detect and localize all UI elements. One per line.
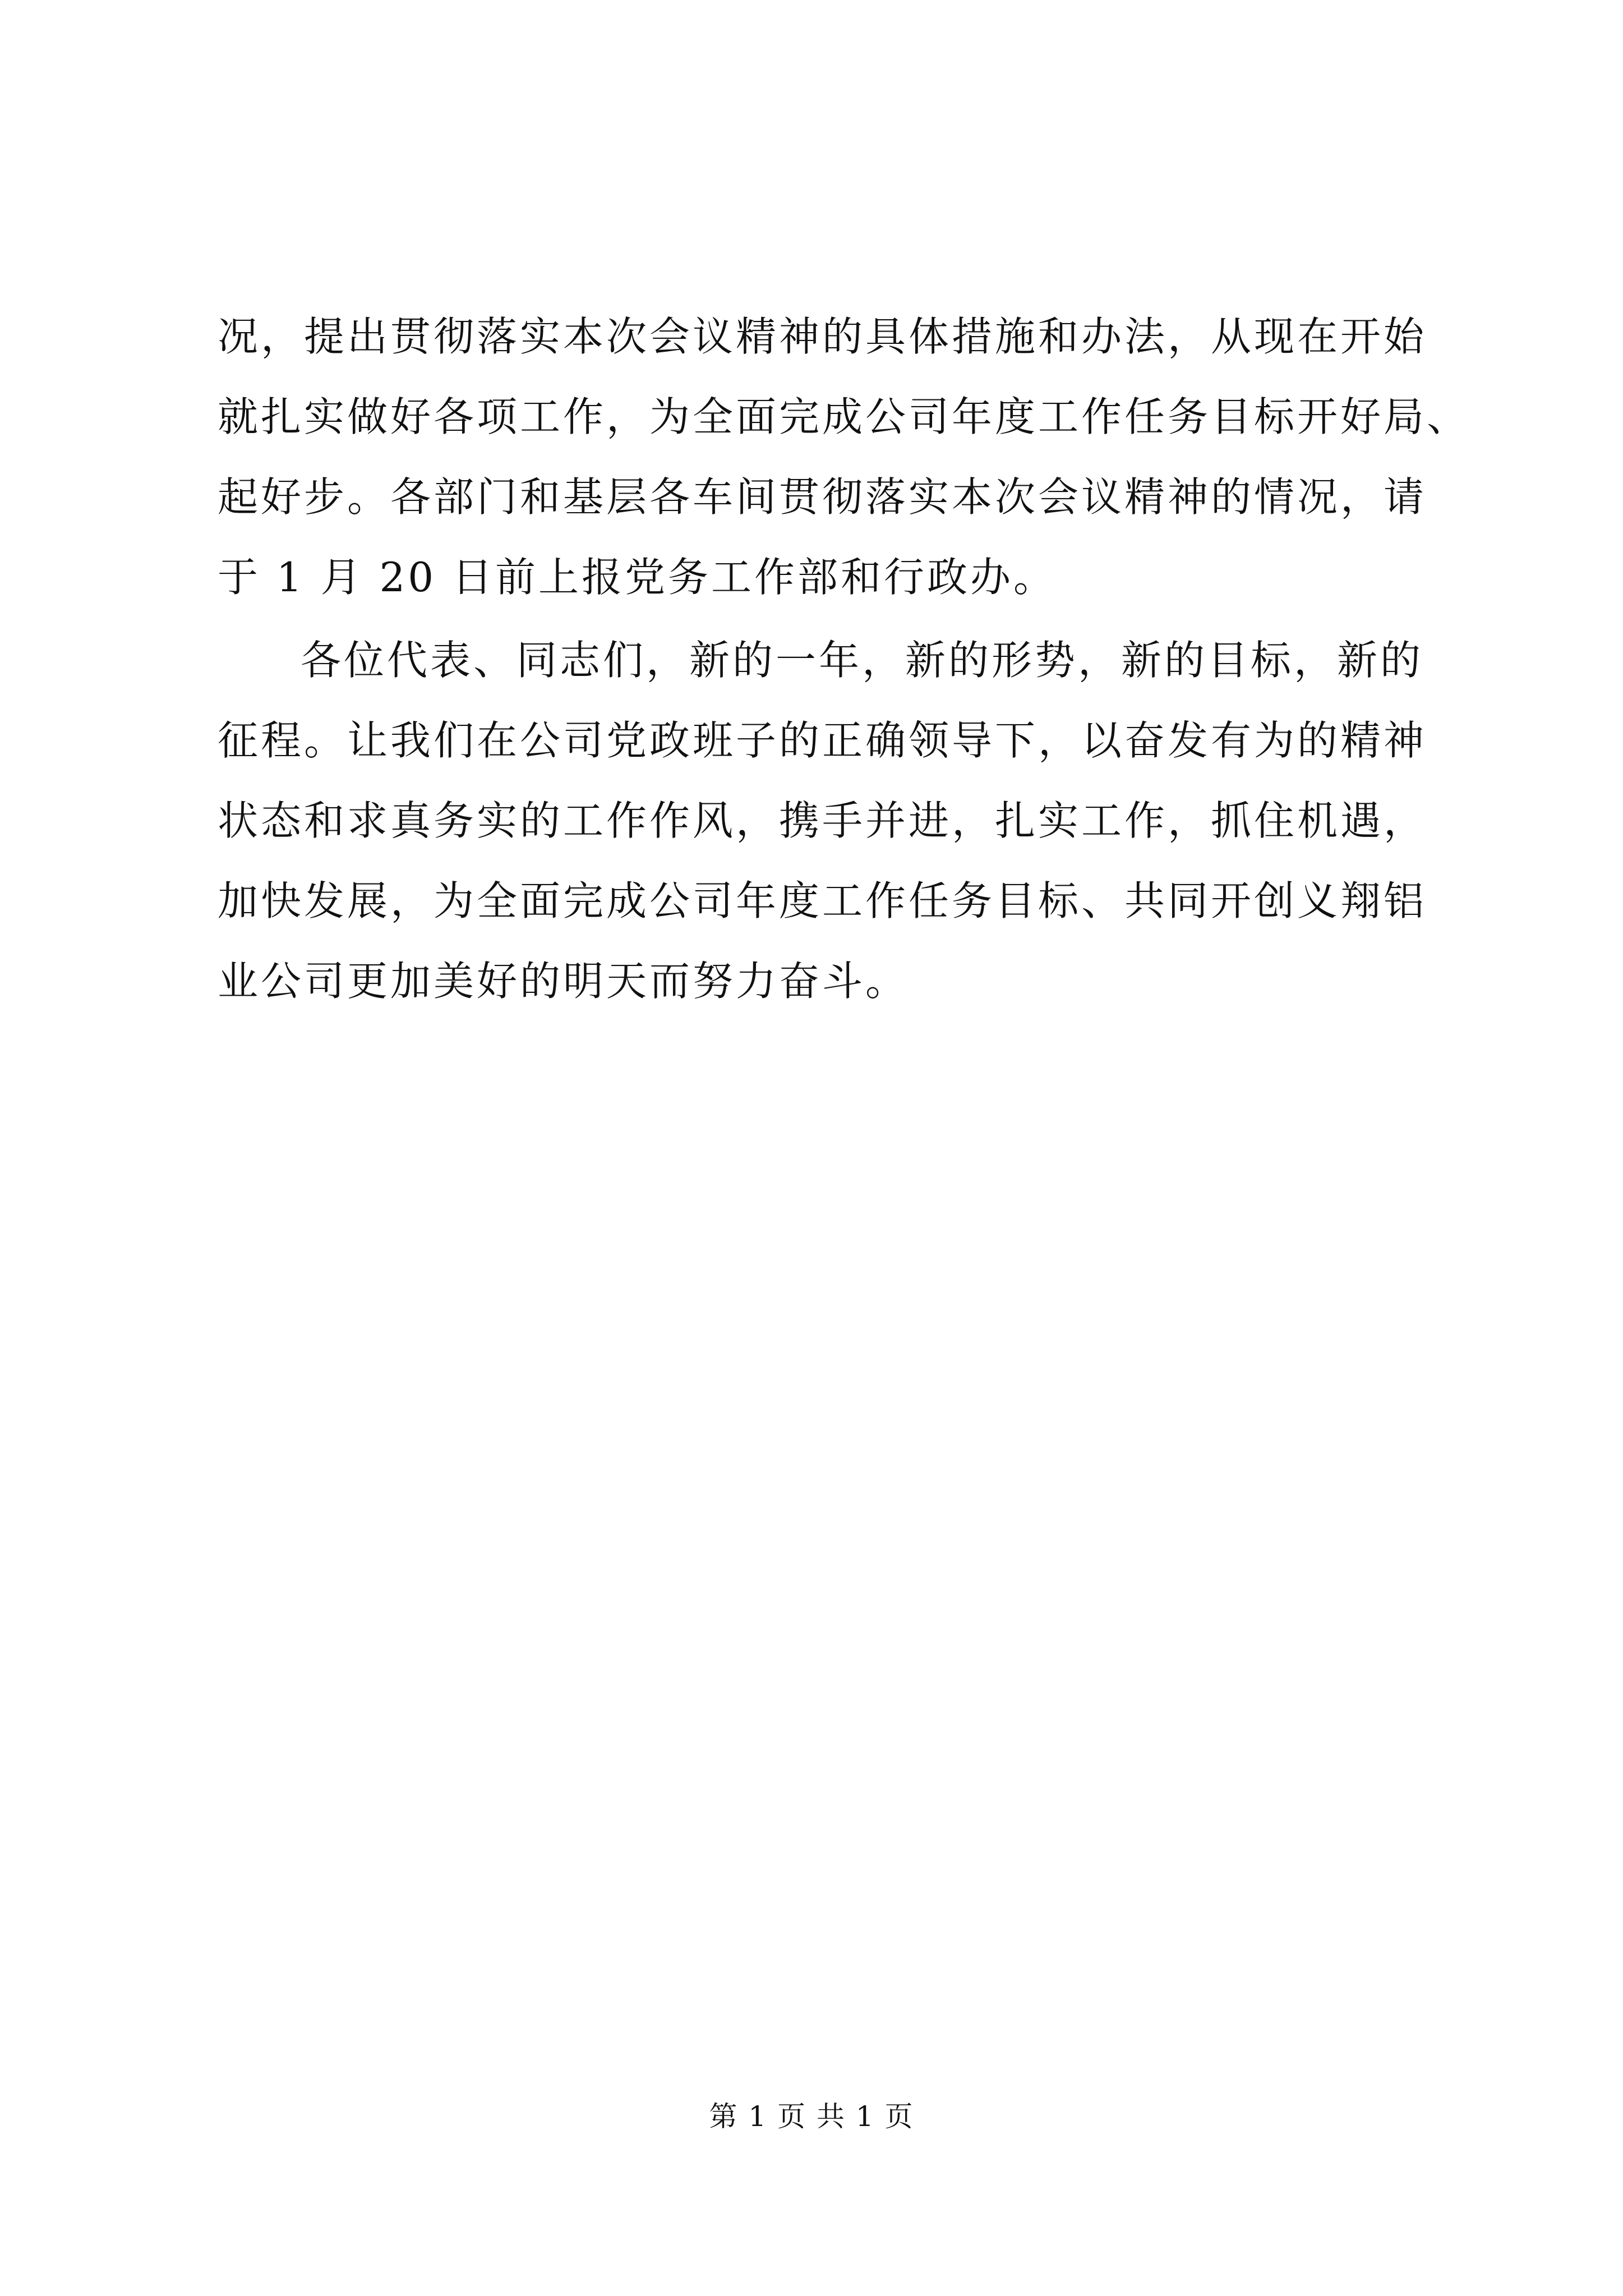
paragraph-2-line-4: 加快发展，为全面完成公司年度工作任务目标、共同开创义翔铝 <box>218 877 1427 924</box>
paragraph-1-line-1: 况，提出贯彻落实本次会议精神的具体措施和办法，从现在开始 <box>218 313 1427 360</box>
paragraph-2-line-3: 状态和求真务实的工作作风，携手并进，扎实工作，抓住机遇， <box>218 797 1427 844</box>
paragraph-1-line-4: 于 1 月 20 日前上报党务工作部和行政办。 <box>218 554 1057 601</box>
paragraph-1-line-3: 起好步。各部门和基层各车间贯彻落实本次会议精神的情况，请 <box>218 473 1427 521</box>
paragraph-2-line-5: 业公司更加美好的明天而努力奋斗。 <box>218 958 909 1005</box>
paragraph-2-line-2: 征程。让我们在公司党政班子的正确领导下，以奋发有为的精神 <box>218 717 1427 764</box>
paragraph-2-line-1: 各位代表、同志们，新的一年，新的形势，新的目标，新的 <box>301 637 1424 684</box>
page-number-footer: 第 1 页 共 1 页 <box>709 2100 914 2133</box>
paragraph-1-line-2: 就扎实做好各项工作，为全面完成公司年度工作任务目标开好局、 <box>218 393 1470 440</box>
